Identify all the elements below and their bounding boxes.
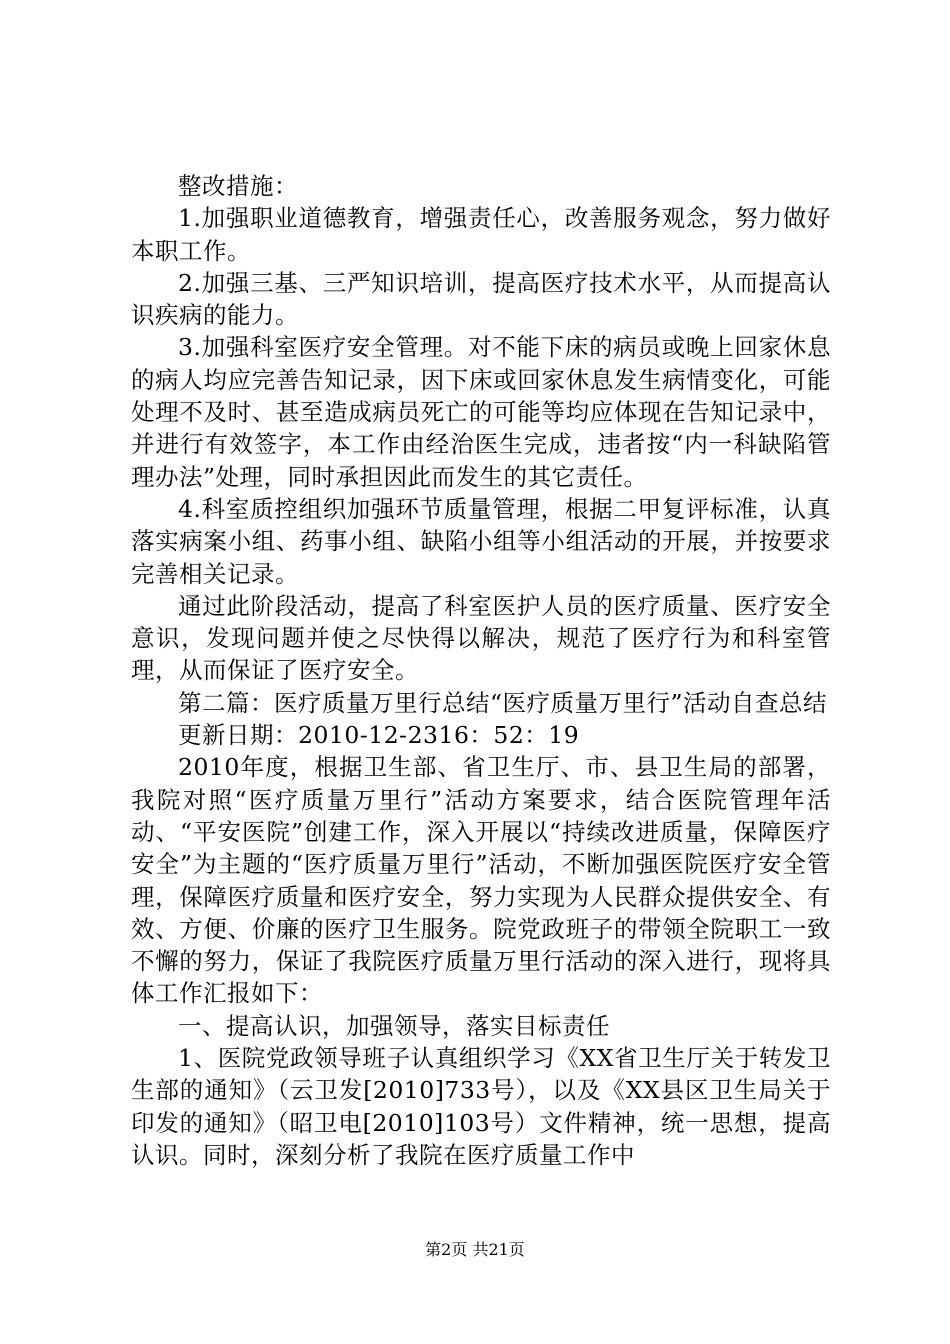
page-footer: 第2页 共21页 (425, 1240, 525, 1259)
paragraph-measure-2: 2.加强三基、三严知识培训，提高医疗技术水平，从而提高认识疾病的能力。 (131, 268, 831, 330)
paragraph-annual-summary: 2010年度，根据卫生部、省卫生厅、市、县卫生局的部署，我院对照“医疗质量万里行”活动方案要求，结合医院管理年活动、“平安医院”创建工作，深入开展以“持续改进质量，保障医疗安全”为主题的“医疗质量万里行”活动，不断加强医院医疗安全管理，保障医疗质量和医疗安全，努力实现为人民群众提供安全、有效、方便、价廉的医疗卫生服务。院党政班子的带领全院职工一致不懈的努力，保证了我院医疗质量万里行活动的深入进行，现将具体工作汇报如下： (131, 753, 831, 1008)
paragraph-measure-4: 4.科室质控组织加强环节质量管理，根据二甲复评标准，认真落实病案小组、药事小组、缺陷小组等小组活动的开展，并按要求完善相关记录。 (131, 494, 831, 588)
paragraph-conclusion: 通过此阶段活动，提高了科室医护人员的医疗质量、医疗安全意识，发现问题并使之尽快得以解决，规范了医疗行为和科室管理，从而保证了医疗安全。 (131, 591, 831, 685)
section-heading-one: 一、提高认识，加强领导，落实目标责任 (178, 1011, 610, 1040)
update-date: 更新日期：2010-12-2316：52：19 (178, 721, 580, 750)
document-body (131, 170, 831, 1171)
paragraph-measure-3: 3.加强科室医疗安全管理。对不能下床的病员或晚上回家休息的病人均应完善告知记录，因下床或回家休息发生病情变化，可能处理不及时、甚至造成病员死亡的可能等均应体现在告知记录中，并进行有效签字，本工作由经治医生完成，违者按“内一科缺陷管理办法”处理，同时承担因此而发生的其它责任。 (131, 333, 831, 491)
section-title-second-article: 第二篇：医疗质量万里行总结“医疗质量万里行”活动自查总结 (178, 688, 828, 717)
paragraph-measure-1: 1.加强职业道德教育，增强责任心，改善服务观念，努力做好本职工作。 (131, 204, 831, 265)
paragraph-item-1: 1、医院党政领导班子认真组织学习《XX省卫生厅关于转发卫生部的通知》（云卫发[2010]733号），以及《XX县区卫生局关于印发的通知》（昭卫电[2010]103号）文件精神，统一思想，提高认识。同时，深刻分析了我院在医疗质量工作中 (131, 1044, 831, 1169)
paragraph-rectification-heading: 整改措施： (178, 172, 298, 200)
